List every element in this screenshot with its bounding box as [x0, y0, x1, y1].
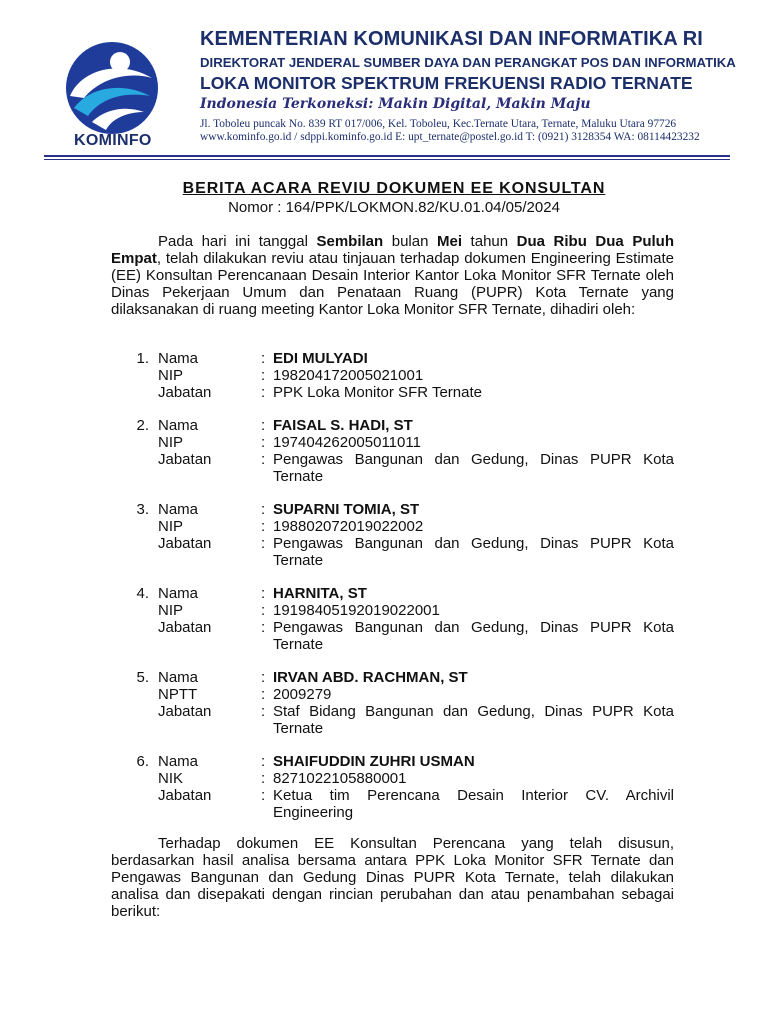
list-number: 1. — [136, 350, 149, 367]
list-number — [111, 686, 158, 703]
intro-year: Dua Ribu Dua Puluh Empat — [111, 233, 674, 267]
attendee-position: Ketua tim Perencana Desain Interior CV. Archivil Engineering — [273, 787, 674, 821]
field-colon: : — [261, 619, 266, 636]
field-colon: : — [261, 703, 266, 720]
attendee-row — [111, 703, 674, 737]
attendee-name: SUPARNI TOMIA, ST — [273, 501, 420, 518]
field-label: Jabatan — [158, 451, 212, 468]
field-label: NIK — [158, 770, 184, 787]
kominfo-logo-icon — [62, 28, 162, 148]
attendee-position: Staf Bidang Bangunan dan Gedung, Dinas PUPR Kota Ternate — [273, 703, 674, 737]
field-label: Nama — [158, 350, 199, 367]
field-colon: : — [261, 753, 266, 770]
field-colon: : — [261, 787, 266, 804]
attendee-item — [111, 669, 674, 737]
list-number — [111, 770, 158, 787]
attendee-item — [111, 753, 674, 821]
intro-text: bulan — [383, 233, 437, 250]
letterhead-divider — [44, 155, 730, 157]
list-number: 4. — [136, 585, 149, 602]
attendee-item — [111, 417, 674, 485]
attendee-row — [111, 417, 674, 434]
list-number — [111, 619, 158, 653]
field-label: Jabatan — [158, 703, 212, 720]
field-colon: : — [261, 518, 266, 535]
attendee-name: SHAIFUDDIN ZUHRI USMAN — [273, 753, 475, 770]
field-colon: : — [261, 350, 266, 367]
field-label: NPTT — [158, 686, 198, 703]
attendee-item — [111, 501, 674, 569]
attendee-position: Pengawas Bangunan dan Gedung, Dinas PUPR Kota Ternate — [273, 535, 674, 569]
field-label: NIP — [158, 367, 184, 384]
list-number — [111, 451, 158, 485]
tagline: Indonesia Terkoneksi: Makin Digital, Makin Maju — [200, 96, 591, 112]
attendee-id: 19198405192019022001 — [273, 602, 440, 619]
office-name: LOKA MONITOR SPEKTRUM FREKUENSI RADIO TERNATE — [200, 73, 693, 93]
attendee-row — [111, 787, 674, 821]
letterhead — [38, 14, 736, 160]
field-colon: : — [261, 384, 266, 401]
field-label: Jabatan — [158, 384, 212, 401]
list-number — [111, 384, 158, 401]
attendee-row — [111, 535, 674, 569]
attendee-id: 8271022105880001 — [273, 770, 407, 787]
field-label: Jabatan — [158, 535, 212, 552]
field-label: Nama — [158, 417, 199, 434]
list-number — [111, 434, 158, 451]
ministry-name: KEMENTERIAN KOMUNIKASI DAN INFORMATIKA RI — [200, 28, 703, 50]
field-label: Jabatan — [158, 619, 212, 636]
intro-month: Mei — [436, 233, 462, 250]
office-contact: www.kominfo.go.id / sdppi.kominfo.go.id E: upt_ternate@postel.go.id T: (0921) 3128354 WA: 08114423232 — [200, 131, 700, 143]
field-label: NIP — [158, 518, 184, 535]
document-number: Nomor : 164/PPK/LOKMON.82/KU.01.04/05/2024 — [228, 199, 560, 216]
list-number — [111, 367, 158, 384]
attendee-row — [111, 619, 674, 653]
attendee-name: HARNITA, ST — [273, 585, 367, 602]
attendee-position: Pengawas Bangunan dan Gedung, Dinas PUPR Kota Ternate — [273, 619, 674, 653]
document-title: BERITA ACARA REVIU DOKUMEN EE KONSULTAN — [182, 180, 606, 197]
attendee-position: PPK Loka Monitor SFR Ternate — [273, 384, 482, 401]
attendee-row — [111, 350, 674, 367]
field-colon: : — [261, 417, 266, 434]
attendee-name: FAISAL S. HADI, ST — [273, 417, 413, 434]
intro-day: Sembilan — [316, 233, 384, 250]
field-label: Nama — [158, 585, 199, 602]
closing-paragraph — [111, 835, 674, 920]
field-colon: : — [261, 451, 266, 468]
attendee-row — [111, 686, 674, 703]
attendee-name: EDI MULYADI — [273, 350, 368, 367]
list-number — [111, 535, 158, 569]
field-label: Nama — [158, 753, 199, 770]
attendee-row — [111, 518, 674, 535]
field-colon: : — [261, 602, 266, 619]
letterhead-text — [200, 28, 736, 143]
attendee-row — [111, 501, 674, 518]
field-label: NIP — [158, 602, 184, 619]
letterhead-divider-thin — [44, 159, 730, 160]
attendee-row — [111, 451, 674, 485]
field-colon: : — [261, 434, 266, 451]
intro-text: Pada hari ini tanggal — [158, 233, 317, 250]
attendee-id: 2009279 — [273, 686, 332, 703]
list-number: 6. — [136, 753, 149, 770]
intro-paragraph — [111, 233, 674, 318]
attendee-position: Pengawas Bangunan dan Gedung, Dinas PUPR Kota Ternate — [273, 451, 674, 485]
list-number — [111, 703, 158, 737]
attendee-name: IRVAN ABD. RACHMAN, ST — [273, 669, 468, 686]
attendee-row — [111, 669, 674, 686]
closing-text: Terhadap dokumen EE Konsultan Perencana yang telah disusun, berdasarkan hasil analisa bersama antara PPK Loka Monitor SFR Ternate dan Pengawas Bangunan dan Gedung Dinas PUPR Kota Ternate, telah dilakukan analisa dan disepakati dengan rincian perubahan dan atau penambahan sebagai berikut: — [111, 835, 674, 920]
attendee-row — [111, 367, 674, 384]
attendee-row — [111, 585, 674, 602]
field-label: Jabatan — [158, 787, 212, 804]
field-colon: : — [261, 501, 266, 518]
field-colon: : — [261, 367, 266, 384]
intro-text: , telah dilakukan reviu atau tinjauan terhadap dokumen Engineering Estimate (EE) Konsultan Perencanaan Desain Interior Kantor Loka Monitor SFR Ternate oleh Dinas Pekerjaan Umum dan Penataan Ruang (PUPR) Kota Ternate yang dilaksanakan di ruang meeting Kantor Loka Monitor SFR Ternate, dihadiri oleh: — [111, 250, 674, 318]
field-colon: : — [261, 686, 266, 703]
field-colon: : — [261, 770, 266, 787]
field-colon: : — [261, 585, 266, 602]
attendee-row — [111, 434, 674, 451]
attendee-id: 197404262005011011 — [273, 434, 421, 451]
field-colon: : — [261, 535, 266, 552]
attendee-item — [111, 585, 674, 653]
list-number — [111, 518, 158, 535]
list-number — [111, 787, 158, 821]
intro-text: tahun — [462, 233, 517, 250]
list-number — [111, 602, 158, 619]
list-number: 5. — [136, 669, 149, 686]
field-label: Nama — [158, 501, 199, 518]
list-number: 2. — [136, 417, 149, 434]
attendee-list — [111, 350, 674, 821]
directorate-name: DIREKTORAT JENDERAL SUMBER DAYA DAN PERANGKAT POS DAN INFORMATIKA — [200, 55, 736, 70]
field-label: Nama — [158, 669, 199, 686]
attendee-id: 198802072019022002 — [273, 518, 424, 535]
attendee-row — [111, 770, 674, 787]
office-address: Jl. Toboleu puncak No. 839 RT 017/006, Kel. Toboleu, Kec.Ternate Utara, Ternate, Maluku Utara 97726 — [200, 118, 677, 130]
attendee-id: 198204172005021001 — [273, 367, 424, 384]
logo-wordmark: KOMINFO — [74, 132, 152, 149]
list-number: 3. — [136, 501, 149, 518]
field-colon: : — [261, 669, 266, 686]
attendee-row — [111, 602, 674, 619]
attendee-item — [111, 350, 674, 401]
field-label: NIP — [158, 434, 184, 451]
attendee-row — [111, 753, 674, 770]
attendee-row — [111, 384, 674, 401]
